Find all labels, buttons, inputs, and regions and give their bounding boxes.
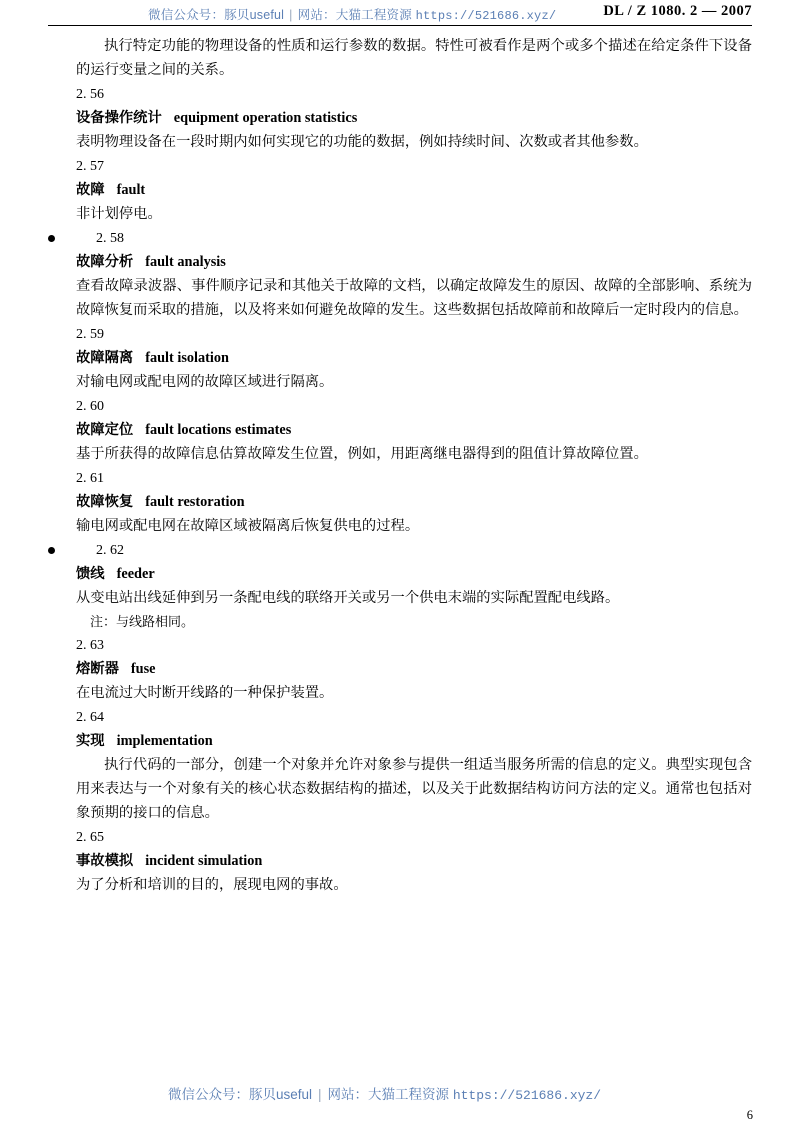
entry-term-zh: 事故模拟	[76, 853, 134, 869]
footer-watermark-separator: |	[318, 1087, 322, 1102]
header-watermark-prefix: 微信公众号：	[148, 8, 225, 22]
entry-term-zh: 设备操作统计	[76, 110, 162, 126]
header-watermark	[148, 5, 556, 23]
entry-number-row	[48, 826, 752, 849]
entry-number-row	[48, 155, 752, 178]
term-entry	[48, 467, 752, 538]
term-entry	[48, 395, 752, 466]
entry-number-row	[48, 83, 752, 106]
entry-number-row	[48, 539, 752, 562]
footer-watermark-account: 豚贝useful	[249, 1087, 313, 1102]
standard-identifier: DL / Z 1080. 2 — 2007	[603, 3, 752, 19]
entry-number-row	[48, 467, 752, 490]
entry-number-row	[48, 634, 752, 657]
header-rule	[48, 25, 752, 26]
entry-term-zh: 实现	[76, 733, 105, 749]
header-watermark-site-label: 网站：	[297, 8, 336, 22]
footer-watermark-site-name: 大猫工程资源	[368, 1087, 450, 1102]
term-entry	[48, 539, 752, 633]
term-entry	[48, 227, 752, 322]
entry-term-zh: 熔断器	[76, 661, 119, 677]
entry-definition: 查看故障录波器、事件顺序记录和其他关于故障的文档，以确定故障发生的原因、故障的全部影响、系统为故障恢复而采取的措施，以及将来如何避免故障的发生。这些数据包括故障前和故障后一定时段内的信息。	[76, 278, 752, 318]
entry-definition: 从变电站出线延伸到另一条配电线的联络开关或另一个供电末端的实际配置配电线路。	[76, 590, 620, 606]
entry-term-en: fuse	[130, 661, 156, 677]
term-entry	[48, 634, 752, 705]
entry-number-row	[48, 395, 752, 418]
bullet-icon	[48, 235, 55, 242]
entry-term-en: incident simulation	[145, 853, 263, 869]
term-entry	[48, 826, 752, 897]
entry-term	[76, 418, 752, 442]
entry-number: 2. 60	[76, 399, 104, 414]
entry-number: 2. 56	[76, 87, 104, 102]
entry-number: 2. 57	[76, 159, 104, 174]
header-watermark-separator: |	[289, 8, 293, 22]
footer-watermark-url: https://521686.xyz/	[452, 1088, 602, 1103]
entry-term-zh: 故障定位	[76, 422, 134, 438]
entry-definition: 在电流过大时断开线路的一种保护装置。	[76, 685, 334, 701]
entry-term-zh: 故障	[76, 182, 105, 198]
entry-term	[76, 178, 752, 202]
entry-number-row	[48, 227, 752, 250]
entry-term-zh: 馈线	[76, 566, 105, 582]
entry-number-row	[48, 323, 752, 346]
entry-term-en: fault restoration	[145, 494, 245, 510]
entry-definition: 执行代码的一部分，创建一个对象并允许对象参与提供一组适当服务所需的信息的定义。典型实现包含用来表达与一个对象有关的核心状态数据结构的描述，以及关于此数据结构访问方法的定义。通常也包括对象预期的接口的信息。	[76, 757, 752, 821]
entry-definition: 非计划停电。	[76, 206, 162, 222]
entry-term-en: implementation	[116, 733, 213, 749]
entry-number: 2. 64	[76, 710, 104, 725]
entry-term-en: feeder	[116, 566, 155, 582]
page-header	[0, 0, 800, 28]
entry-definition: 基于所获得的故障信息估算故障发生位置，例如，用距离继电器得到的阻值计算故障位置。	[76, 446, 648, 462]
term-entry	[48, 323, 752, 394]
term-entry	[48, 706, 752, 825]
entry-term-zh: 故障恢复	[76, 494, 134, 510]
entry-term	[76, 346, 752, 370]
entry-number-row	[48, 706, 752, 729]
entry-definition: 为了分析和培训的目的，展现电网的事故。	[76, 877, 348, 893]
entry-number: 2. 65	[76, 830, 104, 845]
entry-term	[76, 562, 752, 586]
entry-term-en: fault analysis	[145, 254, 226, 270]
term-entry	[48, 155, 752, 226]
entry-term-en: equipment operation statistics	[173, 110, 358, 126]
entry-definition: 表明物理设备在一段时期内如何实现它的功能的数据，例如持续时间、次数或者其他参数。	[76, 134, 648, 150]
entry-term	[76, 490, 752, 514]
entry-number: 2. 62	[96, 543, 124, 558]
entry-term-zh: 故障隔离	[76, 350, 134, 366]
header-watermark-account: 豚贝useful	[224, 8, 285, 22]
term-entry	[48, 83, 752, 154]
footer-watermark	[168, 1083, 601, 1103]
entry-number: 2. 61	[76, 471, 104, 486]
entry-number: 2. 63	[76, 638, 104, 653]
footer-watermark-site-label: 网站：	[327, 1087, 369, 1102]
entry-term	[76, 849, 752, 873]
intro-paragraph: 执行特定功能的物理设备的性质和运行参数的数据。特性可被看作是两个或多个描述在给定条件下设备的运行变量之间的关系。	[76, 38, 752, 78]
entry-note: 注：与线路相同。	[90, 614, 195, 629]
entry-definition: 输电网或配电网在故障区域被隔离后恢复供电的过程。	[76, 518, 420, 534]
bullet-icon	[48, 547, 55, 554]
entry-term	[76, 250, 752, 274]
entry-term-zh: 故障分析	[76, 254, 134, 270]
entry-term-en: fault isolation	[145, 350, 229, 366]
header-watermark-url: https://521686.xyz/	[415, 9, 557, 23]
entry-term	[76, 106, 752, 130]
header-watermark-site-name: 大猫工程资源	[335, 8, 412, 22]
entry-term	[76, 729, 752, 753]
entry-number: 2. 58	[96, 231, 124, 246]
footer-watermark-prefix: 微信公众号：	[168, 1087, 249, 1102]
entry-definition: 对输电网或配电网的故障区域进行隔离。	[76, 374, 334, 390]
entry-term	[76, 657, 752, 681]
entry-number: 2. 59	[76, 327, 104, 342]
page-number: 6	[746, 1108, 753, 1122]
document-body	[48, 34, 752, 897]
entry-term-en: fault	[116, 182, 146, 198]
entry-term-en: fault locations estimates	[145, 422, 292, 438]
